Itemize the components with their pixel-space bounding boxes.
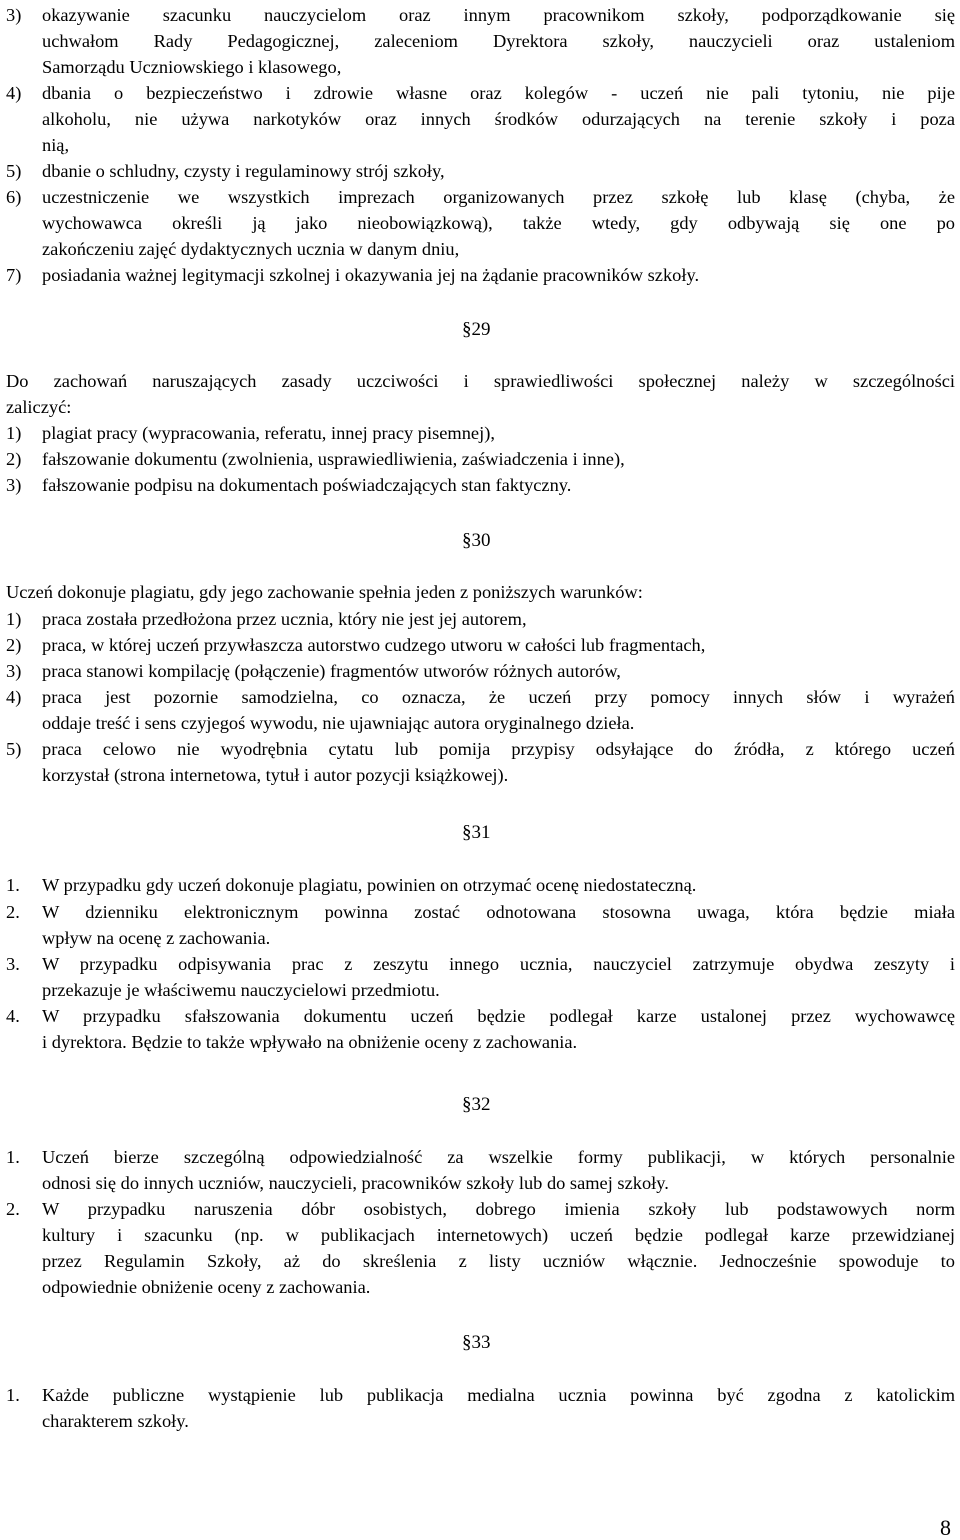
list-item-text: odpowiednie obniżenie oceny z zachowania. <box>42 1277 371 1297</box>
list-number: 5) <box>6 161 22 181</box>
list-item-text: Samorządu Uczniowskiego i klasowego, <box>42 57 342 77</box>
list-item-text: charakterem szkoły. <box>42 1411 189 1431</box>
list-item-text: odnosi się do innych uczniów, nauczycieli, pracowników szkoły lub do samej szkoły. <box>42 1173 669 1193</box>
list-item-text: fałszowanie dokumentu (zwolnienia, usprawiedliwienia, zaświadczenia i inne), <box>42 449 625 469</box>
paragraph-text: Do zachowań naruszających zasady uczciwości i sprawiedliwości społecznej należy w szczególności <box>6 371 955 391</box>
list-item-text: W przypadku gdy uczeń dokonuje plagiatu, powinien on otrzymać ocenę niedostateczną. <box>42 875 697 895</box>
list-item-text: Każde publiczne wystąpienie lub publikacja medialna ucznia powinna być zgodna z katolickim <box>42 1385 955 1405</box>
list-item-text: posiadania ważnej legitymacji szkolnej i okazywania jej na żądanie pracowników szkoły. <box>42 265 700 285</box>
section-heading-29: §29 <box>462 319 491 340</box>
list-number: 3. <box>6 954 20 974</box>
list-item-text: nią, <box>42 135 70 155</box>
list-item-text: praca, w której uczeń przywłaszcza autorstwo cudzego utworu w całości lub fragmentach, <box>42 635 706 655</box>
list-item-text: kultury i szacunku (np. w publikacjach internetowych) uczeń będzie podlegał karze przewidzianej <box>42 1225 955 1245</box>
list-number: 3) <box>6 661 22 681</box>
list-item-text: dbania o bezpieczeństwo i zdrowie własne oraz kolegów - uczeń nie pali tytoniu, nie pije <box>42 83 955 103</box>
list-number: 1) <box>6 609 22 629</box>
list-item-text: uczestniczenie we wszystkich imprezach organizowanych przez szkołę lub klasę (chyba, że <box>42 187 955 207</box>
list-number: 6) <box>6 187 22 207</box>
list-number: 7) <box>6 265 22 285</box>
section-heading-30: §30 <box>462 530 491 551</box>
list-item-text: wpływ na ocenę z zachowania. <box>42 928 271 948</box>
section-heading-33: §33 <box>462 1332 491 1353</box>
list-item-text: przekazuje je właściwemu nauczycielowi przedmiotu. <box>42 980 440 1000</box>
list-item-text: W przypadku sfałszowania dokumentu uczeń będzie podlegał karze ustalonej przez wychowawcę <box>42 1006 955 1026</box>
section-heading-32: §32 <box>462 1094 491 1115</box>
list-item-text: Uczeń bierze szczególną odpowiedzialność za wszelkie formy publikacji, w których personalnie <box>42 1147 955 1167</box>
list-item-text: praca została przedłożona przez ucznia, który nie jest jej autorem, <box>42 609 527 629</box>
list-item-text: praca stanowi kompilację (połączenie) fragmentów utworów różnych autorów, <box>42 661 621 681</box>
list-number: 4) <box>6 83 22 103</box>
list-number: 5) <box>6 739 22 759</box>
list-number: 3) <box>6 5 22 25</box>
list-item-text: okazywanie szacunku nauczycielom oraz innym pracownikom szkoły, podporządkowanie się <box>42 5 955 25</box>
list-number: 1. <box>6 1147 20 1167</box>
list-number: 2. <box>6 902 20 922</box>
list-item-text: wychowawca określi ją jako nieobowiązkową), także wtedy, gdy odbywają się one po <box>42 213 955 233</box>
list-item-text: W dzienniku elektronicznym powinna zostać odnotowana stosowna uwaga, która będzie miała <box>42 902 955 922</box>
list-number: 1) <box>6 423 22 443</box>
list-number: 2) <box>6 449 22 469</box>
list-item-text: i dyrektora. Będzie to także wpływało na obniżenie oceny z zachowania. <box>42 1032 578 1052</box>
paragraph-text: zaliczyć: <box>6 397 72 417</box>
list-number: 2) <box>6 635 22 655</box>
list-item-text: przez Regulamin Szkoły, aż do skreślenia z listy uczniów włącznie. Jednocześnie spowoduje to <box>42 1251 955 1271</box>
list-item-text: dbanie o schludny, czysty i regulaminowy strój szkoły, <box>42 161 445 181</box>
list-number: 1. <box>6 1385 20 1405</box>
list-item-text: oddaje treść i sens czyjegoś wywodu, nie ujawniając autora oryginalnego dzieła. <box>42 713 635 733</box>
list-item-text: korzystał (strona internetowa, tytuł i autor pozycji książkowej). <box>42 765 509 785</box>
page-number: 8 <box>940 1515 951 1540</box>
list-item-text: zakończeniu zajęć dydaktycznych ucznia w danym dniu, <box>42 239 460 259</box>
list-item-text: W przypadku odpisywania prac z zeszytu innego ucznia, nauczyciel zatrzymuje obydwa zeszyty i <box>42 954 955 974</box>
list-item-text: alkoholu, nie używa narkotyków oraz innych środków odurzających na terenie szkoły i poza <box>42 109 955 129</box>
list-item-text: W przypadku naruszenia dóbr osobistych, dobrego imienia szkoły lub podstawowych norm <box>42 1199 955 1219</box>
list-item-text: praca jest pozornie samodzielna, co oznacza, że uczeń przy pomocy innych słów i wyrażeń <box>42 687 955 707</box>
section-heading-31: §31 <box>462 822 491 843</box>
list-number: 3) <box>6 475 22 495</box>
list-number: 4) <box>6 687 22 707</box>
list-number: 2. <box>6 1199 20 1219</box>
list-item-text: fałszowanie podpisu na dokumentach poświadczających stan faktyczny. <box>42 475 572 495</box>
list-item-text: plagiat pracy (wypracowania, referatu, innej pracy pisemnej), <box>42 423 495 443</box>
list-item-text: praca celowo nie wyodrębnia cytatu lub pomija przypisy odsyłające do źródła, z którego uczeń <box>42 739 955 759</box>
list-item-text: uchwałom Rady Pedagogicznej, zaleceniom Dyrektora szkoły, nauczycieli oraz ustaleniom <box>42 31 955 51</box>
list-number: 4. <box>6 1006 20 1026</box>
paragraph-text: Uczeń dokonuje plagiatu, gdy jego zachowanie spełnia jeden z poniższych warunków: <box>6 582 643 602</box>
list-number: 1. <box>6 875 20 895</box>
